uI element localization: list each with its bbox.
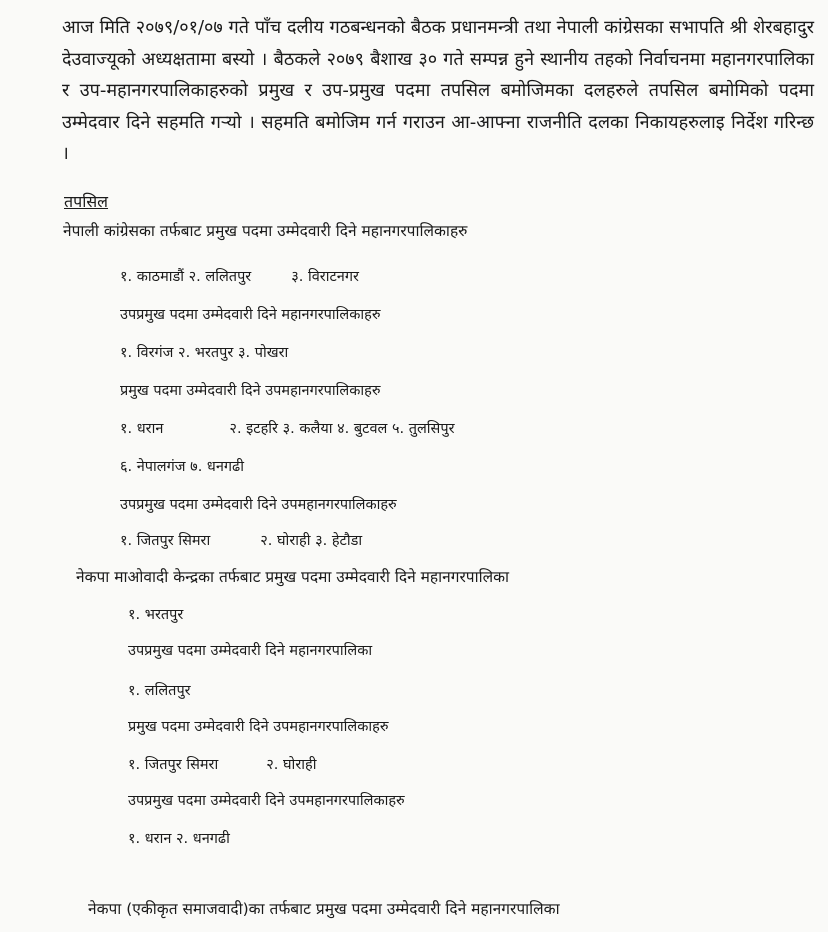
nc-deputy-submetros-b: २. घोराही ३. हेटौडा [260, 533, 363, 549]
intro-paragraph: आज मिति २०७९/०१/०७ गते पाँच दलीय गठबन्धनको बैठक प्रधानमन्त्री तथा नेपाली कांग्रेसका सभापति श्री शेरबहादुर देउवाज्यूको अध्यक्षतामा बस्यो । बैठकले २०७९ बैशाख ३० गते सम्पन्न हुने स्थानीय तहको निर्वाचनमा महानगरपालिका र उप-महानगरपालिकाहरुको प्रमुख र उप-प्रमुख पदमा तपसिल बमोजिमका दलहरुले तपसिल बमोमिको पदमा उम्मेदवार दिने सहमति गर्‍यो । सहमति बमोजिम गर्न गराउन आ-आफ्ना राजनीति दलका निकायहरुलाइ निर्देश गरिन्छ । [62, 17, 814, 164]
nc-deputy-submetros-heading: उपप्रमुख पदमा उम्मेदवारी दिने उपमहानगरपालिकाहरु [120, 497, 397, 513]
maoist-mayor-submetros-heading: प्रमुख पदमा उम्मेदवारी दिने उपमहानगरपालिकाहरु [128, 719, 389, 735]
unified-socialist-section-heading: नेकपा (एकीकृत समाजवादी)का तर्फबाट प्रमुख पदमा उम्मेदवारी दिने महानगरपालिका [88, 900, 560, 918]
maoist-mayor-metros-list: १. भरतपुर [128, 607, 184, 623]
nc-deputy-metros-list: १. विरगंज २. भरतपुर ३. पोखरा [120, 345, 289, 361]
nc-section-heading: नेपाली कांग्रेसका तर्फबाट प्रमुख पदमा उम्मेदवारी दिने महानगरपालिकाहरु [63, 222, 468, 240]
maoist-deputy-metros-list: १. ललितपुर [128, 683, 191, 699]
nc-mayor-submetros-a: १. धरान [120, 421, 164, 437]
nc-mayor-submetros-b: २. इटहरि ३. कलैया ४. बुटवल ५. तुलसिपुर [229, 421, 455, 437]
nc-mayor-metros-b: ३. विराटनगर [291, 269, 359, 285]
maoist-mayor-submetros-list [128, 754, 316, 776]
nc-mayor-submetros-heading: प्रमुख पदमा उम्मेदवारी दिने उपमहानगरपालिकाहरु [120, 383, 381, 399]
nc-mayor-submetros-list-cont: ६. नेपालगंज ७. धनगढी [120, 459, 244, 475]
nc-mayor-metros-a: १. काठमाडौं २. ललितपुर [120, 269, 252, 285]
maoist-deputy-submetros-heading: उपप्रमुख पदमा उम्मेदवारी दिने उपमहानगरपालिकाहरु [128, 793, 405, 809]
tapasil-heading: तपसिल [64, 192, 109, 211]
nc-mayor-metros-list [120, 266, 359, 288]
maoist-mayor-submetros-a: १. जितपुर सिमरा [128, 757, 219, 773]
maoist-deputy-metros-heading: उपप्रमुख पदमा उम्मेदवारी दिने महानगरपालिका [128, 643, 373, 659]
nc-deputy-metros-heading: उपप्रमुख पदमा उम्मेदवारी दिने महानगरपालिकाहरु [120, 307, 381, 323]
maoist-deputy-submetros-list: १. धरान २. धनगढी [128, 831, 230, 847]
nc-mayor-submetros-list [120, 418, 455, 440]
nc-deputy-submetros-list [120, 530, 362, 552]
maoist-mayor-submetros-b: २. घोराही [266, 757, 317, 773]
nc-deputy-submetros-a: १. जितपुर सिमरा [120, 533, 211, 549]
maoist-section-heading: नेकपा माओवादी केन्द्रका तर्फबाट प्रमुख पदमा उम्मेदवारी दिने महानगरपालिका [76, 568, 510, 586]
